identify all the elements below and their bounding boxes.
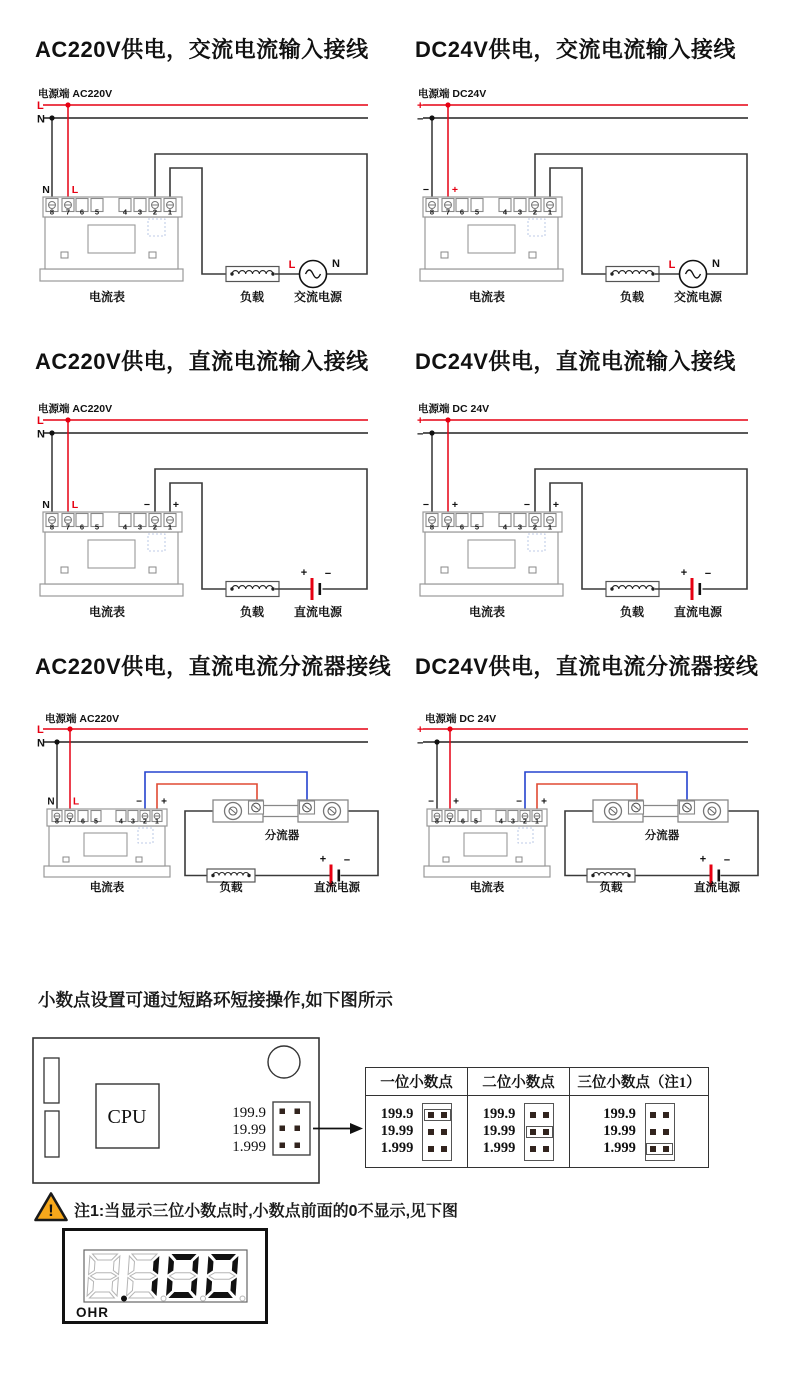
terminal-number: 5 bbox=[94, 522, 100, 532]
wiring-diagram-ac220v-shunt bbox=[35, 705, 380, 905]
junction-dot bbox=[445, 102, 450, 107]
terminal-number: 5 bbox=[474, 522, 480, 532]
meter-display-window bbox=[468, 225, 515, 253]
terminal-8-label: − bbox=[422, 184, 430, 196]
terminal-number: 8 bbox=[49, 522, 55, 532]
note-1-text: 注1:当显示三位小数点时,小数点前面的0不显示,见下图 bbox=[74, 1203, 459, 1220]
terminal-number: 4 bbox=[122, 207, 128, 217]
wiring-diagram-dc24v-shunt bbox=[415, 705, 760, 905]
terminal-number: 5 bbox=[94, 207, 100, 217]
terminal-number: 1 bbox=[155, 818, 159, 826]
terminal-number: 1 bbox=[547, 522, 553, 532]
terminal-number: 3 bbox=[517, 207, 523, 217]
terminal-number: 6 bbox=[459, 207, 465, 217]
terminal-number: 3 bbox=[137, 207, 143, 217]
battery-negative-plate bbox=[699, 583, 702, 595]
jumper-pin bbox=[441, 1146, 447, 1152]
load-circuit-wire bbox=[185, 811, 213, 876]
jumper-pin bbox=[543, 1112, 549, 1118]
terminal-number: 8 bbox=[55, 818, 59, 826]
jumper-open-row bbox=[650, 1109, 669, 1121]
source-caption: 直流电源 bbox=[694, 882, 740, 894]
source-live-label: L bbox=[288, 259, 296, 271]
shunt-caption: 分流器 bbox=[264, 830, 300, 842]
source-caption: 交流电源 bbox=[673, 290, 723, 304]
battery-plus-label: + bbox=[680, 567, 688, 579]
source-neutral-label: N bbox=[332, 258, 340, 270]
battery-negative-plate bbox=[718, 870, 721, 882]
battery-negative-plate bbox=[319, 583, 322, 595]
rail-top-label: + bbox=[417, 100, 424, 112]
meter-caption: 电流表 bbox=[469, 882, 505, 894]
rail-bottom-label: N bbox=[37, 113, 45, 126]
jumper-pin bbox=[543, 1146, 549, 1152]
diagram-title-3: AC220V供电，直流电流输入接线 bbox=[35, 349, 369, 374]
terminal-number: 7 bbox=[445, 522, 451, 532]
meter-base bbox=[44, 866, 170, 877]
input-wire-outer bbox=[152, 154, 367, 274]
terminal-number: 8 bbox=[429, 522, 435, 532]
input-wire-outer bbox=[532, 154, 747, 274]
load-caption: 负载 bbox=[239, 290, 265, 304]
jumper-pin bbox=[543, 1129, 549, 1135]
jumper-pin bbox=[441, 1112, 447, 1118]
board-hole bbox=[268, 1046, 300, 1078]
meter-base bbox=[420, 584, 563, 596]
terminal-number: 3 bbox=[511, 818, 515, 826]
jumper-shorted-row bbox=[526, 1126, 553, 1138]
meter-caption: 电流表 bbox=[468, 290, 506, 304]
meter-base bbox=[40, 584, 183, 596]
shunt-caption: 分流器 bbox=[644, 830, 680, 842]
battery-minus-label: − bbox=[324, 568, 332, 580]
rail-bottom-label: N bbox=[37, 737, 45, 750]
wiring-diagram-dc24v-ac-input bbox=[415, 80, 760, 310]
terminal-1-label: + bbox=[172, 499, 180, 511]
terminal-number: 5 bbox=[94, 818, 98, 826]
warning-triangle-icon bbox=[33, 1191, 69, 1223]
junction-dot bbox=[65, 102, 70, 107]
meter-display-window bbox=[88, 540, 135, 568]
warning-mark: ! bbox=[48, 1201, 54, 1220]
jumper-block-3 bbox=[645, 1103, 675, 1161]
terminal-number: 4 bbox=[502, 522, 508, 532]
source-caption: 直流电源 bbox=[673, 605, 723, 619]
meter-caption: 电流表 bbox=[89, 882, 125, 894]
terminal-number: 7 bbox=[65, 207, 71, 217]
table-header-2: 二位小数点 bbox=[468, 1068, 570, 1096]
diagram-title-2: DC24V供电，交流电流输入接线 bbox=[415, 37, 736, 62]
terminal-7-label: + bbox=[451, 184, 459, 196]
jumper-pin bbox=[663, 1112, 669, 1118]
wiring-diagram-ac220v-dc-input bbox=[35, 395, 380, 625]
cpu-board-diagram bbox=[30, 1035, 370, 1185]
meter-caption: 电流表 bbox=[468, 605, 506, 619]
jumper-pin bbox=[530, 1112, 536, 1118]
meter-base bbox=[40, 269, 183, 281]
terminal-number: 2 bbox=[532, 207, 538, 217]
terminal-number: 1 bbox=[167, 207, 173, 217]
terminal-number: 8 bbox=[49, 207, 55, 217]
decimal-setting-heading: 小数点设置可通过短路环短接操作,如下图所示 bbox=[38, 990, 393, 1010]
terminal-number: 3 bbox=[137, 522, 143, 532]
terminal-2-label: − bbox=[516, 796, 522, 808]
terminal-number: 2 bbox=[523, 818, 527, 826]
table-cell-1: 199.9 19.99 1.999 bbox=[366, 1096, 468, 1167]
diagram-title-4: DC24V供电，直流电流输入接线 bbox=[415, 349, 736, 374]
board-range-2: 19.99 bbox=[232, 1122, 266, 1138]
terminal-number: 1 bbox=[167, 522, 173, 532]
junction-dot bbox=[54, 739, 59, 744]
terminal-number: 3 bbox=[131, 818, 135, 826]
jumper-pin bbox=[530, 1146, 536, 1152]
jumper-block-2 bbox=[524, 1103, 554, 1161]
table-header-3: 三位小数点（注1） bbox=[570, 1068, 708, 1096]
wiring-diagram-dc24v-dc-input bbox=[415, 395, 760, 625]
terminal-number: 8 bbox=[429, 207, 435, 217]
terminal-number: 5 bbox=[474, 818, 478, 826]
jumper-open-row bbox=[530, 1109, 549, 1121]
meter-display-window bbox=[84, 833, 127, 856]
terminal-8-label: N bbox=[42, 499, 50, 511]
rail-top-label: + bbox=[417, 724, 424, 736]
terminal-number: 2 bbox=[143, 818, 147, 826]
board-connector-2 bbox=[45, 1111, 59, 1157]
meter-display-window bbox=[88, 225, 135, 253]
board-range-3: 1.999 bbox=[232, 1139, 266, 1155]
jumper-open-row bbox=[428, 1143, 447, 1155]
jumper-pin bbox=[650, 1112, 656, 1118]
terminal-number: 7 bbox=[448, 818, 452, 826]
source-caption: 直流电源 bbox=[314, 882, 360, 894]
terminal-8-label: N bbox=[47, 796, 55, 808]
load-caption: 负载 bbox=[239, 605, 265, 619]
terminal-number: 7 bbox=[68, 818, 72, 826]
jumper-pin bbox=[428, 1129, 434, 1135]
board-range-1: 199.9 bbox=[232, 1105, 266, 1121]
terminal-number: 4 bbox=[122, 522, 128, 532]
jumper-pin bbox=[650, 1146, 656, 1152]
junction-dot bbox=[447, 726, 452, 731]
terminal-7-label: L bbox=[71, 499, 79, 511]
terminal-2-label: − bbox=[523, 499, 531, 511]
terminal-number: 7 bbox=[445, 207, 451, 217]
rail-top-label: L bbox=[37, 100, 44, 112]
arrow-head-icon bbox=[350, 1123, 363, 1134]
terminal-number: 5 bbox=[474, 207, 480, 217]
jumper-block-1 bbox=[422, 1103, 452, 1161]
rail-top-label: L bbox=[37, 415, 44, 427]
terminal-number: 4 bbox=[499, 818, 503, 826]
terminal-8-label: − bbox=[422, 499, 430, 511]
battery-plus-label: + bbox=[319, 853, 327, 866]
diagram-title-6: DC24V供电，直流电流分流器接线 bbox=[415, 654, 759, 679]
terminal-number: 1 bbox=[535, 818, 539, 826]
terminal-7-label: + bbox=[453, 796, 459, 808]
battery-plus-label: + bbox=[699, 853, 707, 866]
meter-caption: 电流表 bbox=[88, 605, 126, 619]
terminal-number: 4 bbox=[119, 818, 123, 826]
load-circuit-wire bbox=[565, 811, 593, 876]
terminal-number: 4 bbox=[502, 207, 508, 217]
jumper-pin bbox=[663, 1129, 669, 1135]
terminal-number: 6 bbox=[459, 522, 465, 532]
jumper-pin bbox=[428, 1146, 434, 1152]
terminal-8-label: − bbox=[428, 796, 434, 808]
terminal-number: 6 bbox=[79, 207, 85, 217]
diagram-title-5: AC220V供电，直流电流分流器接线 bbox=[35, 654, 392, 679]
terminal-7-label: + bbox=[451, 499, 459, 511]
diagram-title-1: AC220V供电，交流电流输入接线 bbox=[35, 37, 369, 62]
terminal-1-label: + bbox=[541, 796, 547, 808]
junction-dot bbox=[49, 430, 54, 435]
junction-dot bbox=[65, 417, 70, 422]
source-caption: 直流电源 bbox=[293, 605, 343, 619]
meter-base bbox=[420, 269, 563, 281]
terminal-1-label: + bbox=[552, 499, 560, 511]
power-terminal-label: 电源端 AC220V bbox=[38, 403, 113, 415]
junction-dot bbox=[434, 739, 439, 744]
jumper-pin bbox=[530, 1129, 536, 1135]
terminal-number: 2 bbox=[152, 522, 158, 532]
decimal-point-table bbox=[365, 1067, 709, 1168]
board-connector-1 bbox=[44, 1058, 59, 1103]
battery-minus-label: − bbox=[343, 854, 351, 867]
jumper-pin bbox=[663, 1146, 669, 1152]
table-cell-3: 199.9 19.99 1.999 bbox=[570, 1096, 708, 1167]
junction-dot bbox=[445, 417, 450, 422]
terminal-number: 1 bbox=[547, 207, 553, 217]
load-caption: 负载 bbox=[219, 882, 243, 894]
rail-top-label: L bbox=[37, 724, 44, 736]
terminal-8-label: N bbox=[42, 184, 50, 196]
terminal-2-label: − bbox=[136, 796, 142, 808]
meter-caption: 电流表 bbox=[88, 290, 126, 304]
terminal-number: 2 bbox=[532, 522, 538, 532]
jumper-pin bbox=[428, 1112, 434, 1118]
meter-base bbox=[424, 866, 550, 877]
cpu-label: CPU bbox=[107, 1106, 147, 1128]
jumper-pin bbox=[441, 1129, 447, 1135]
junction-dot bbox=[49, 115, 54, 120]
battery-minus-label: − bbox=[723, 854, 731, 867]
input-wire-outer bbox=[152, 469, 367, 589]
jumper-open-row bbox=[530, 1143, 549, 1155]
terminal-number: 3 bbox=[517, 522, 523, 532]
jumper-shorted-row bbox=[646, 1143, 673, 1155]
battery-plus-label: + bbox=[300, 567, 308, 579]
jumper-open-row bbox=[650, 1126, 669, 1138]
input-wire-outer bbox=[532, 469, 747, 589]
junction-dot bbox=[429, 115, 434, 120]
load-caption: 负载 bbox=[619, 605, 645, 619]
brand-logo: OHR bbox=[76, 1305, 109, 1320]
terminal-number: 2 bbox=[152, 207, 158, 217]
power-terminal-label: 电源端 DC24V bbox=[418, 88, 487, 100]
terminal-1-label: + bbox=[161, 796, 167, 808]
source-live-label: L bbox=[668, 259, 676, 271]
terminal-7-label: L bbox=[72, 796, 80, 808]
power-terminal-label: 电源端 DC 24V bbox=[418, 403, 490, 415]
table-cell-2: 199.9 19.99 1.999 bbox=[468, 1096, 570, 1167]
terminal-number: 7 bbox=[65, 522, 71, 532]
terminal-number: 8 bbox=[435, 818, 439, 826]
seven-segment-display-panel bbox=[62, 1228, 268, 1324]
power-terminal-label: 电源端 AC220V bbox=[38, 88, 113, 100]
jumper-shorted-row bbox=[424, 1109, 451, 1121]
meter-display-window bbox=[468, 540, 515, 568]
source-caption: 交流电源 bbox=[293, 290, 343, 304]
meter-display-window bbox=[464, 833, 507, 856]
power-terminal-label: 电源端 DC 24V bbox=[425, 713, 497, 725]
terminal-7-label: L bbox=[71, 184, 79, 196]
rail-bottom-label: − bbox=[417, 113, 424, 126]
battery-positive-plate bbox=[311, 578, 314, 600]
source-neutral-label: N bbox=[712, 258, 720, 270]
load-caption: 负载 bbox=[619, 290, 645, 304]
terminal-number: 6 bbox=[81, 818, 85, 826]
load-caption: 负载 bbox=[599, 882, 623, 894]
terminal-number: 6 bbox=[461, 818, 465, 826]
rail-top-label: + bbox=[417, 415, 424, 427]
terminal-number: 6 bbox=[79, 522, 85, 532]
battery-negative-plate bbox=[338, 870, 341, 882]
rail-bottom-label: − bbox=[417, 737, 424, 750]
jumper-pin bbox=[650, 1129, 656, 1135]
rail-bottom-label: − bbox=[417, 428, 424, 441]
table-header-1: 一位小数点 bbox=[366, 1068, 468, 1096]
junction-dot bbox=[67, 726, 72, 731]
rail-bottom-label: N bbox=[37, 428, 45, 441]
jumper-header-block bbox=[273, 1102, 310, 1155]
power-terminal-label: 电源端 AC220V bbox=[45, 713, 120, 725]
wiring-diagram-ac220v-ac-input bbox=[35, 80, 380, 310]
battery-minus-label: − bbox=[704, 568, 712, 580]
terminal-2-label: − bbox=[143, 499, 151, 511]
junction-dot bbox=[429, 430, 434, 435]
battery-positive-plate bbox=[691, 578, 694, 600]
jumper-open-row bbox=[428, 1126, 447, 1138]
